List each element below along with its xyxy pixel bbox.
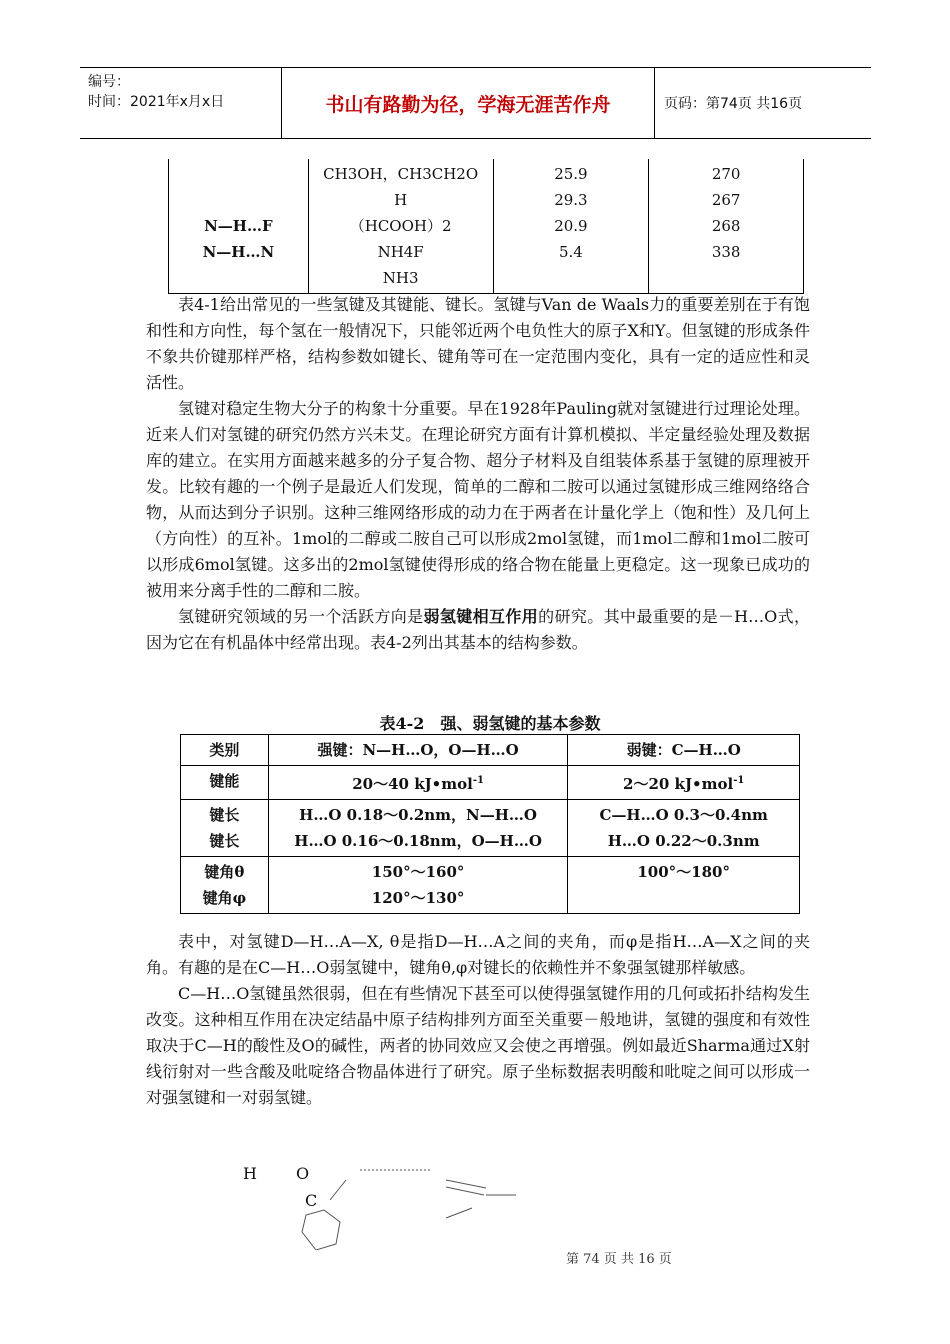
- compound-cell: [308, 159, 493, 294]
- table-cell: [268, 800, 568, 857]
- table-row: [181, 800, 800, 857]
- bond-energy: 20.9: [554, 217, 588, 235]
- angle-value: 120°～130°: [371, 889, 465, 907]
- energy-value: 2～20 kJ•mol: [623, 775, 734, 793]
- bond-energy: 5.4: [558, 243, 583, 261]
- table-cell: [268, 857, 568, 914]
- row-label-line: 键角φ: [202, 889, 247, 907]
- length-cell: [649, 159, 804, 294]
- bond-parameter-table: [180, 734, 800, 914]
- compound: H: [394, 191, 408, 209]
- angle-value: 100°～180°: [637, 863, 730, 881]
- atom-label: O: [296, 1164, 310, 1183]
- atom-label: C: [305, 1191, 318, 1210]
- table-row: [181, 766, 800, 800]
- bond-energy: 25.9: [554, 165, 588, 183]
- row-label-line: 键长: [209, 832, 240, 850]
- row-label: [181, 800, 269, 857]
- bond-line: [446, 1180, 486, 1188]
- paragraph: 表中，对氢键D—H…A—X, θ是指D—H…A之间的夹角，而φ是指H…A—X之间的夹角。有趣的是在C—H…O弱氢键中，键角θ,φ对键长的依赖性并不象强氢键那样敏感。: [146, 932, 810, 977]
- table-cell: [568, 800, 800, 857]
- page-footer: 第 74 页 共 16 页: [566, 1252, 672, 1267]
- angle-value: 150°～160°: [371, 863, 465, 881]
- bond-length: 268: [711, 217, 741, 235]
- molecule-sketch: [296, 1160, 526, 1250]
- unit-exponent: -1: [472, 775, 484, 786]
- atom-label: H: [243, 1164, 257, 1183]
- paragraph: C—H…O氢键虽然很弱，但在有些情况下甚至可以使得强氢键作用的几何或拓扑结构发生改变。这种相互作用在决定结晶中原子结构排列方面至关重要－般地讲，氢键的强度和有效性取决于C—H的酸性及O的碱性，两者的协同效应又会使之再增强。例如最近Sharma通过X射线衍射对一些含酸及吡啶络合物晶体进行了研究。原子坐标数据表明酸和吡啶之间可以形成一对强氢键和一对弱氢键。: [146, 984, 810, 1107]
- table-caption: 表4-2 强、弱氢键的基本参数: [379, 714, 601, 733]
- table-cell: [568, 766, 800, 800]
- ring-shape: [302, 1210, 340, 1250]
- number-label: 编号：: [88, 74, 130, 90]
- energy-value: 20～40 kJ•mol: [352, 775, 473, 793]
- paragraph: 氢键对稳定生物大分子的构象十分重要。早在1928年Pauling就对氢键进行过理论处理。近来人们对氢键的研究仍然方兴未艾。在理论研究方面有计算机模拟、半定量经验处理及数据库的建立。在实用方面越来越多的分子复合物、超分子材料及自组装体系基于氢键的原理被开发。比较有趣的一个例子是最近人们发现，简单的二醇和二胺可以通过氢键形成三维网络络合物，从而达到分子识别。这种三维网络形成的动力在于两者在计量化学上（饱和性）及几何上（方向性）的互补。1mol的二醇或二胺自己可以形成2mol氢键，而1mol二醇和1mol二胺可以形成6mol氢键。这多出的2mol氢键使得形成的络合物在能量上更稳定。这一现象已成功的被用来分离手性的二醇和二胺。: [146, 399, 810, 600]
- row-label: 键能: [181, 766, 269, 800]
- row-label-line: 键长: [209, 806, 240, 824]
- bond-length: 267: [711, 191, 741, 209]
- compound: （HCOOH）2: [349, 217, 452, 235]
- time-label: 时间：2021年x月x日: [88, 94, 225, 110]
- paragraph-part: 的研究。其中最重要的是－H…O式，因为它在有机晶体中经常出现。表4-2列出其基本的结构参数。: [146, 607, 810, 652]
- length-value: H…O 0.18～0.2nm，N—H…O: [299, 806, 537, 824]
- length-value: H…O 0.16～0.18nm，O—H…O: [294, 832, 542, 850]
- unit-exponent: -1: [733, 775, 745, 786]
- body-text-lower: [146, 929, 810, 1111]
- bond-line: [446, 1187, 484, 1195]
- hbond-table-fragment: [168, 159, 804, 294]
- bond-type-label: N—H…F: [204, 217, 273, 235]
- length-value: C—H…O 0.3～0.4nm: [599, 806, 768, 824]
- header-motto: 书山有路勤为径，学海无涯苦作舟: [282, 68, 655, 138]
- bond-line: [446, 1208, 472, 1218]
- compound: NH3: [382, 269, 419, 287]
- paragraph: 表4-1给出常见的一些氢键及其键能、键长。氢键与Van de Waals力的重要差别在于有饱和性和方向性，每个氢在一般情况下，只能邻近两个电负性大的原子X和Y。但氢键的形成条件不象共价键那样严格，结构参数如键长、键角等可在一定范围内变化，具有一定的适应性和灵活性。: [146, 295, 810, 392]
- table-header: 类别: [181, 735, 269, 766]
- body-text-upper: [146, 292, 810, 656]
- row-label: [181, 857, 269, 914]
- emphasis-text: 弱氢键相互作用: [423, 607, 539, 626]
- energy-cell: [493, 159, 649, 294]
- table-row: [181, 735, 800, 766]
- row-label-line: 键角θ: [204, 863, 245, 881]
- length-value: H…O 0.22～0.3nm: [607, 832, 760, 850]
- paragraph-part: 氢键研究领域的另一个活跃方向是: [178, 607, 424, 626]
- page-header: [80, 67, 871, 139]
- bond-type-cell: [169, 159, 309, 294]
- table-header: 弱键：C—H…O: [568, 735, 800, 766]
- table-header: 强键：N—H…O，O—H…O: [268, 735, 568, 766]
- bond-energy: 29.3: [554, 191, 588, 209]
- bond-type-label: N—H…N: [202, 243, 275, 261]
- compound: NH4F: [377, 243, 424, 261]
- table-cell: [568, 857, 800, 914]
- paragraph: [146, 604, 810, 656]
- table-cell: [268, 766, 568, 800]
- compound: CH3OH，CH3CH2O: [323, 165, 479, 183]
- header-page-label: 页码：第74页 共16页: [664, 96, 803, 112]
- table-row: [181, 857, 800, 914]
- bond-line: [330, 1180, 346, 1200]
- header-meta: [80, 68, 282, 138]
- bond-length: 270: [711, 165, 741, 183]
- bond-length: 338: [711, 243, 741, 261]
